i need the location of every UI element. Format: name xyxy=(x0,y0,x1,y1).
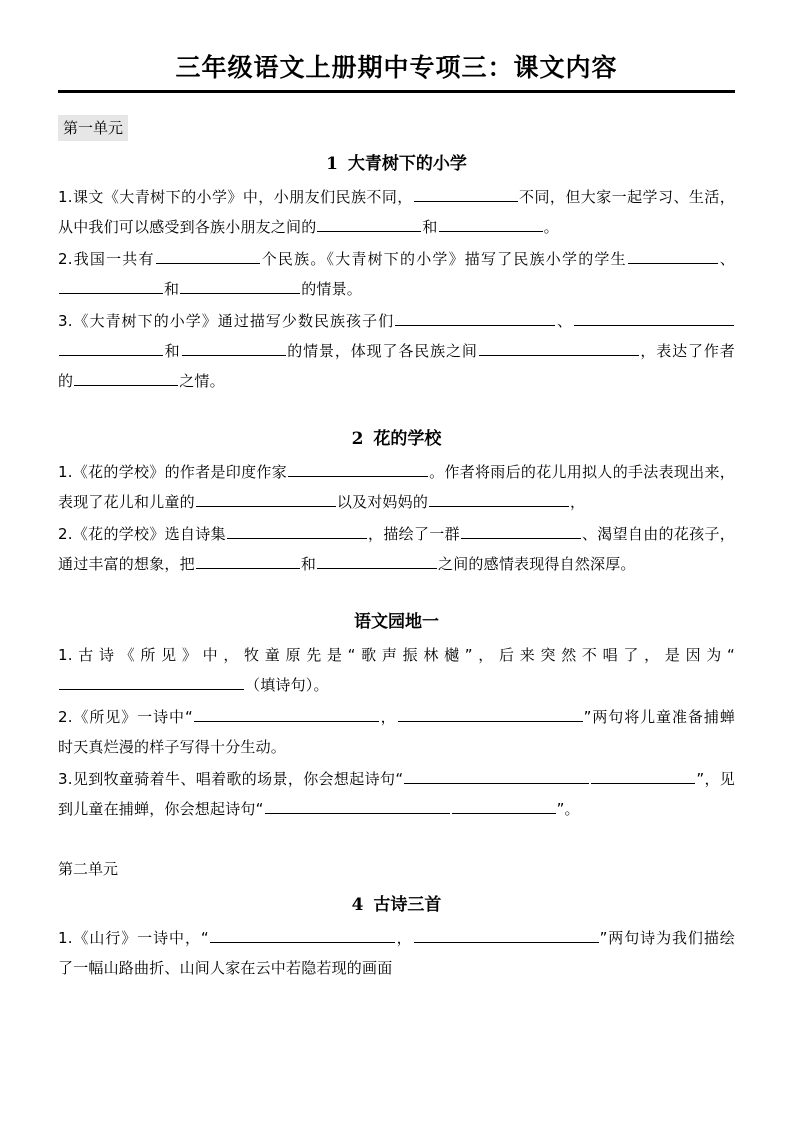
question-text: 和 xyxy=(422,218,438,236)
question-text: 以及对妈妈的 xyxy=(336,493,429,511)
lesson-section-1 xyxy=(58,149,735,396)
question-text: 1.古诗《所见》中，牧童原先是“歌声振林樾”，后来突然不唱了，是因为“ xyxy=(58,646,735,664)
question-text: 的情景。 xyxy=(301,280,363,298)
answer-blank[interactable] xyxy=(74,368,178,386)
answer-blank[interactable] xyxy=(439,214,543,232)
answer-blank[interactable] xyxy=(59,672,244,690)
answer-blank[interactable] xyxy=(317,551,437,569)
answer-blank[interactable] xyxy=(317,214,421,232)
question-text: ”，见到儿童在捕蝉，你会想起诗句“ xyxy=(58,770,735,818)
lesson-number: 2 xyxy=(351,429,364,449)
answer-blank[interactable] xyxy=(429,489,569,507)
question-text: 2.《所见》一诗中“ xyxy=(58,708,193,726)
title-divider xyxy=(58,90,735,93)
question-text: 、 xyxy=(718,250,735,268)
question-text: 。 xyxy=(543,218,559,236)
question-2-1 xyxy=(58,457,735,517)
answer-blank[interactable] xyxy=(404,766,589,784)
question-text: 和 xyxy=(300,555,317,573)
lesson-section-4 xyxy=(58,890,735,983)
answer-blank[interactable] xyxy=(182,338,286,356)
lesson-name: 语文园地一 xyxy=(354,612,439,632)
question-text: 、 xyxy=(556,312,573,330)
answer-blank[interactable] xyxy=(288,459,428,477)
lesson-title-4 xyxy=(58,890,735,915)
answer-blank[interactable] xyxy=(461,521,581,539)
question-text: 和 xyxy=(164,280,180,298)
lesson-name: 大青树下的小学 xyxy=(347,154,467,174)
question-text: 3.《大青树下的小学》通过描写少数民族孩子们 xyxy=(58,312,395,330)
question-text: 和 xyxy=(164,342,181,360)
lesson-title-3 xyxy=(58,607,735,632)
answer-blank[interactable] xyxy=(414,925,599,943)
answer-blank[interactable] xyxy=(59,276,163,294)
lesson-title-2 xyxy=(58,424,735,449)
question-text: ，描绘了一群 xyxy=(367,525,460,543)
lesson-number: 1 xyxy=(326,154,338,174)
question-text: 1.《山行》一诗中，“ xyxy=(58,929,209,947)
question-text: ”两句将儿童准备捕蝉时天真烂漫的样子写得十分生动。 xyxy=(58,708,735,756)
question-text: 不同，但大家一起学习、生活，从中我们可以感受到各族小朋友之间的 xyxy=(58,188,735,236)
answer-blank[interactable] xyxy=(59,338,163,356)
question-text: 3.见到牧童骑着牛、唱着歌的场景，你会想起诗句“ xyxy=(58,770,404,788)
question-3-1 xyxy=(58,640,735,700)
question-3-2 xyxy=(58,702,735,762)
question-text: 之间的感情表现得自然深厚。 xyxy=(438,555,636,573)
question-text: 、渴望自由的花孩子，通过丰富的想象，把 xyxy=(58,525,735,573)
question-1-1 xyxy=(58,182,735,242)
unit-label-2: 第二单元 xyxy=(58,860,119,878)
lesson-section-2 xyxy=(58,424,735,579)
question-2-2 xyxy=(58,519,735,579)
unit-label-1: 第一单元 xyxy=(58,115,128,141)
answer-blank[interactable] xyxy=(265,796,450,814)
answer-blank[interactable] xyxy=(156,246,260,264)
lesson-section-yuanwen-1 xyxy=(58,607,735,824)
answer-blank[interactable] xyxy=(227,521,367,539)
question-text: 2.我国一共有 xyxy=(58,250,155,268)
answer-blank[interactable] xyxy=(479,338,639,356)
question-1-2 xyxy=(58,244,735,304)
question-text: （填诗句）。 xyxy=(245,676,329,694)
answer-blank[interactable] xyxy=(194,704,379,722)
answer-blank[interactable] xyxy=(414,184,518,202)
question-text: ， xyxy=(395,929,413,947)
question-text: 之情。 xyxy=(179,372,225,390)
answer-blank[interactable] xyxy=(395,308,555,326)
answer-blank[interactable] xyxy=(574,308,734,326)
answer-blank[interactable] xyxy=(452,796,556,814)
page-title: 三年级语文上册期中专项三：课文内容 xyxy=(175,53,618,82)
answer-blank[interactable] xyxy=(591,766,695,784)
question-4-1 xyxy=(58,923,735,983)
question-text: ， xyxy=(379,708,397,726)
answer-blank[interactable] xyxy=(196,489,336,507)
question-text: 个民族。《大青树下的小学》描写了民族小学的学生 xyxy=(260,250,627,268)
lesson-name: 花的学校 xyxy=(373,429,442,449)
answer-blank[interactable] xyxy=(628,246,718,264)
answer-blank[interactable] xyxy=(196,551,300,569)
answer-blank[interactable] xyxy=(398,704,583,722)
lesson-number: 4 xyxy=(351,895,364,915)
question-text: 的情景，体现了各民族之间 xyxy=(286,342,478,360)
question-text: 。作者将雨后的花儿用拟人的手法表现出来，表现了花儿和儿童的 xyxy=(58,463,735,511)
question-text: ，表达了作者的 xyxy=(58,342,736,390)
lesson-title-1 xyxy=(58,149,735,174)
question-text: ”。 xyxy=(556,800,580,818)
question-1-3 xyxy=(58,306,735,396)
question-text: 2.《花的学校》选自诗集 xyxy=(58,525,226,543)
question-text: 1.《花的学校》的作者是印度作家 xyxy=(58,463,287,481)
question-3-3 xyxy=(58,764,735,824)
answer-blank[interactable] xyxy=(180,276,300,294)
question-text: ， xyxy=(570,493,586,511)
question-text: ”两句诗为我们描绘了一幅山路曲折、山间人家在云中若隐若现的画面 xyxy=(58,929,735,977)
lesson-name: 古诗三首 xyxy=(373,895,442,915)
question-text: 1.课文《大青树下的小学》中，小朋友们民族不同， xyxy=(58,188,413,206)
answer-blank[interactable] xyxy=(210,925,395,943)
